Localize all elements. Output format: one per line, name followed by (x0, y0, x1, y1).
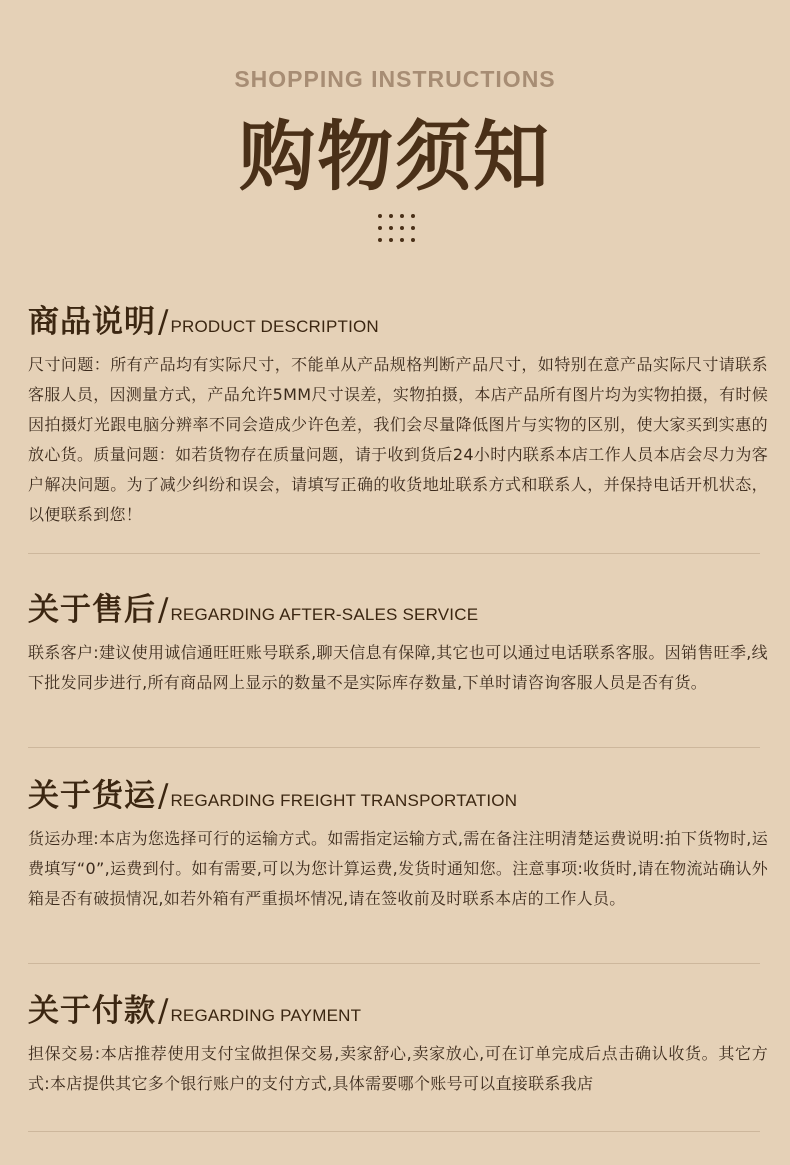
section-heading (28, 584, 768, 628)
section-slash: / (158, 993, 169, 1029)
section-body: 货运办理:本店为您选择可行的运输方式。如需指定运输方式,需在备注注明清楚运费说明:拍下货物时,运费填写“0”,运费到付。如有需要,可以为您计算运费,发货时通知您。注意事项:收货时,请在物流站确认外箱是否有破损情况,如若外箱有严重损坏情况,请在签收前及时联系本店的工作人员。 (28, 829, 768, 908)
section-heading (28, 770, 768, 814)
divider (28, 963, 760, 964)
section-body: 担保交易:本店推荐使用支付宝做担保交易,卖家舒心,卖家放心,可在订单完成后点击确认收货。其它方式:本店提供其它多个银行账户的支付方式,具体需要哪个账号可以直接联系我店 (28, 1044, 768, 1093)
page-subtitle: SHOPPING INSTRUCTIONS (234, 66, 556, 92)
section-slash: / (158, 592, 169, 628)
page-header (0, 0, 790, 260)
section-freight (28, 770, 768, 914)
section-subtitle: REGARDING FREIGHT TRANSPORTATION (170, 791, 518, 810)
section-title: 商品说明 (28, 304, 156, 340)
divider (28, 747, 760, 748)
section-slash: / (158, 304, 169, 340)
section-heading (28, 296, 768, 340)
section-subtitle: PRODUCT DESCRIPTION (170, 317, 379, 336)
divider (28, 553, 760, 554)
section-after-sales (28, 584, 768, 698)
section-title: 关于货运 (28, 778, 156, 814)
page-title: 购物须知 (239, 112, 551, 201)
section-heading (28, 985, 768, 1029)
section-product-description (28, 296, 768, 530)
section-title: 关于付款 (28, 993, 156, 1029)
section-slash: / (158, 778, 169, 814)
section-body: 联系客户:建议使用诚信通旺旺账号联系,聊天信息有保障,其它也可以通过电话联系客服。因销售旺季,线下批发同步进行,所有商品网上显示的数量不是实际库存数量,下单时请咨询客服人员是否有货。 (28, 643, 768, 692)
section-payment (28, 985, 768, 1099)
divider (28, 1131, 760, 1132)
section-title: 关于售后 (28, 592, 156, 628)
section-subtitle: REGARDING PAYMENT (170, 1006, 362, 1025)
section-body: 尺寸问题：所有产品均有实际尺寸，不能单从产品规格判断产品尺寸，如特别在意产品实际尺寸请联系客服人员，因测量方式，产品允许5MM尺寸误差，实物拍摄，本店产品所有图片均为实物拍摄，有时候因拍摄灯光跟电脑分辨率不同会造成少许色差，我们会尽量降低图片与实物的区别，使大家买到实惠的放心货。质量问题：如若货物存在质量问题，请于收到货后24小时内联系本店工作人员本店会尽力为客户解决问题。为了减少纠纷和误会，请填写正确的收货地址联系方式和联系人，并保持电话开机状态，以便联系到您！ (28, 355, 768, 524)
decorative-dots (378, 214, 414, 246)
section-subtitle: REGARDING AFTER-SALES SERVICE (170, 605, 479, 624)
